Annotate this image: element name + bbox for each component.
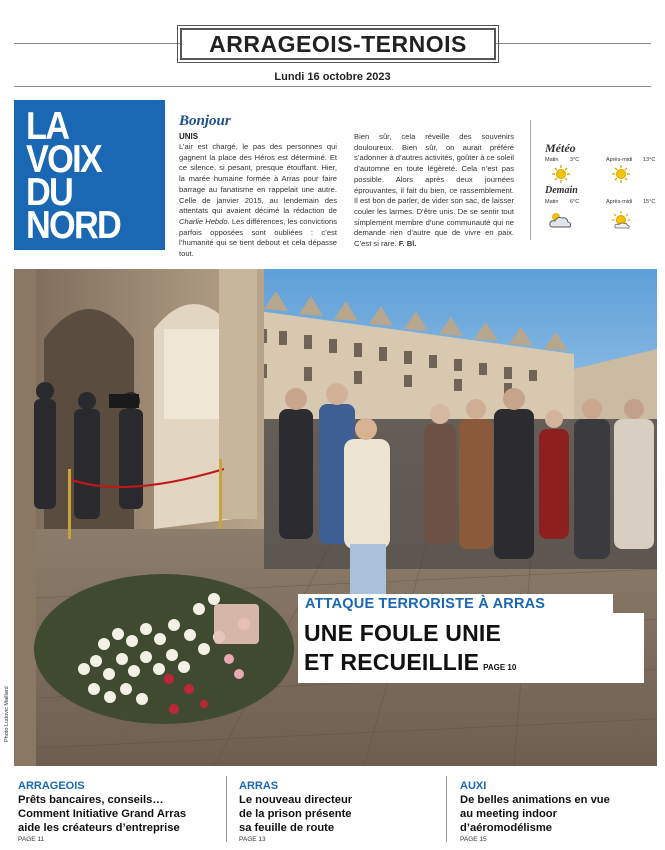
column-divider [530, 120, 531, 240]
newspaper-logo[interactable] [14, 100, 165, 250]
teaser-title-line: Comment Initiative Grand Arras [18, 808, 187, 820]
logo-line: NORD [26, 204, 121, 247]
sun-icon [608, 164, 634, 184]
editorial-text: L’air est chargé, le pas des personnes qui gagnent la place des Héros est déterminé. Et ce silence, si pesant, presque étouffant. Hier, la marée humaine formée à Arras pour faire barrage au fanatisme en rappelait une autre. Celle de janvier 2015, au lendemain des attentats qui avaient décimé la rédaction de [179, 142, 337, 216]
teaser-arras[interactable] [239, 779, 439, 845]
weather-today-afternoon-label: Après-midi [606, 157, 633, 163]
headline-line-1: UNE FOULE UNIE [304, 620, 502, 646]
weather-tomorrow-afternoon-temp: 15°C [643, 199, 656, 205]
weather-today-morning-temp: 3°C [570, 157, 580, 163]
teaser-arrageois[interactable] [18, 779, 223, 845]
editorial-kicker: UNIS [179, 132, 199, 141]
teaser-page: PAGE 13 [239, 836, 266, 843]
weather-tomorrow-title: Demain [545, 185, 578, 196]
editorial-column-1 [179, 142, 337, 260]
teaser-divider [226, 776, 227, 842]
teaser-title-line: De belles animations en vue [460, 794, 610, 806]
teaser-tag: ARRAS [239, 780, 279, 792]
teaser-tag: AUXI [460, 780, 487, 792]
headline-kicker[interactable]: ATTAQUE TERRORISTE À ARRAS [305, 596, 546, 612]
headline-page-ref: PAGE 10 [483, 663, 517, 672]
teaser-page: PAGE 11 [18, 836, 45, 843]
teaser-title-line: sa feuille de route [239, 822, 335, 834]
teaser-auxi[interactable] [460, 779, 655, 845]
editorial-emphasis: Charlie Hebdo [179, 216, 228, 226]
edition-box [180, 28, 496, 60]
sun-icon [548, 164, 574, 184]
weather-title: Météo [545, 141, 576, 155]
teaser-title-line: Prêts bancaires, conseils… [18, 794, 164, 806]
headline-box[interactable] [298, 613, 644, 683]
logo-line: DU [26, 171, 73, 214]
editorial-text: . Les différences, les convictions parfois opposées sont oubliées : c’est l’humanité qui se tient debout et cela dépasse tout. [179, 216, 338, 259]
crowd-photo-illustration [14, 269, 657, 766]
weather-today-morning-label: Matin [545, 157, 559, 163]
weather-today-afternoon-temp: 13°C [643, 157, 656, 163]
weather-tomorrow-morning-label: Matin [545, 199, 559, 205]
photo-credit: Photo Ludovic Maillard [4, 686, 10, 742]
teaser-title-line: Le nouveau directeur [239, 794, 353, 806]
headline-line-2 [304, 648, 644, 682]
weather-tomorrow-afternoon-label: Après-midi [606, 199, 633, 205]
teaser-title-line: de la prison présente [239, 808, 352, 820]
teaser-divider [446, 776, 447, 842]
issue-date: Lundi 16 octobre 2023 [274, 71, 391, 83]
main-photo[interactable] [14, 269, 657, 766]
teaser-tag: ARRAGEOIS [18, 780, 85, 792]
teaser-title-line: au meeting indoor [460, 808, 557, 820]
date-rule [14, 86, 651, 87]
cloud-icon [547, 210, 573, 230]
editorial-signature: F. Bl. [398, 239, 417, 249]
headline-line-2-text: ET RECUEILLIE [304, 649, 480, 675]
teaser-page: PAGE 15 [460, 836, 487, 843]
teaser-title-line: aide les créateurs d’entreprise [18, 822, 180, 834]
edition-title: ARRAGEOIS-TERNOIS [209, 31, 467, 57]
sun-cloud-icon [608, 210, 634, 230]
editorial-text: Bien sûr, cela réveille des souvenirs douloureux. Bien sûr, on aurait préféré s’adonner à d’autres activités, goûter à ce soleil d’automne en toute légèreté. Cela n’est pas possible. Alors après deux journées éprouvantes, il fait du bien, ce rassemblement. Il est bon de parler, de vider son sac, de laisser couler les larmes. D’être unis. De se sentir tout simplement membre d’une communauté qui ne demande rien d’autre que de vivre en paix. C’est si rare. [354, 132, 514, 249]
weather-tomorrow-morning-temp: 6°C [570, 199, 580, 205]
logo-line: LA [26, 105, 69, 148]
teaser-title-line: d’aéromodélisme [460, 822, 553, 834]
editorial-heading: Bonjour [179, 113, 231, 129]
editorial-column-2 [354, 132, 514, 250]
logo-line: VOIX [26, 138, 101, 181]
